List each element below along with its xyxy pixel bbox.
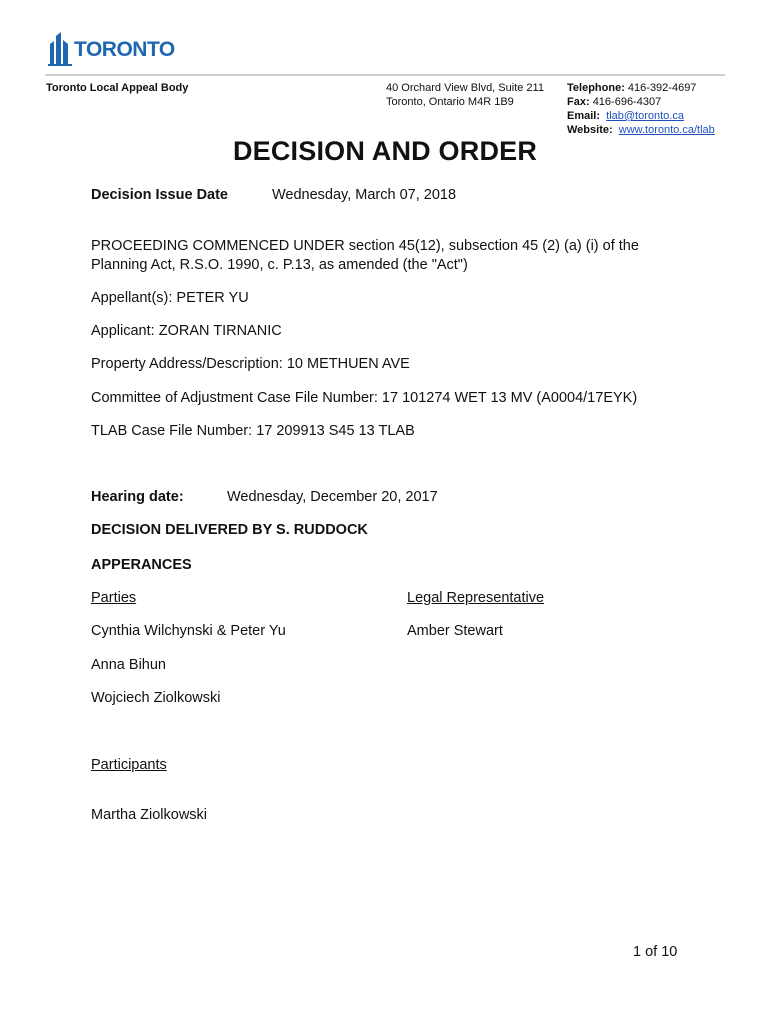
header-divider xyxy=(45,74,725,76)
email-line xyxy=(567,109,715,123)
document-title: DECISION AND ORDER xyxy=(232,136,538,166)
fax-label: Fax: xyxy=(567,96,590,108)
address-line2: Toronto, Ontario M4R 1B9 xyxy=(386,96,514,108)
address-block xyxy=(386,81,544,109)
legal-representative-heading: Legal Representative xyxy=(407,590,545,606)
decision-issue-date: Wednesday, March 07, 2018 xyxy=(272,187,457,203)
party-item: Cynthia Wilchynski & Peter Yu xyxy=(91,623,286,639)
decision-issue-date-label: Decision Issue Date xyxy=(91,187,228,203)
telephone-line xyxy=(567,81,715,95)
contact-block xyxy=(567,81,715,137)
page-number: 1 of 10 xyxy=(633,944,678,960)
email-label: Email: xyxy=(567,110,601,122)
email-link[interactable]: tlab@toronto.ca xyxy=(606,110,684,122)
legal-representative: Amber Stewart xyxy=(407,623,503,639)
toronto-city-hall-icon xyxy=(48,32,74,66)
applicant: Applicant: ZORAN TIRNANIC xyxy=(91,323,282,339)
website-line xyxy=(567,123,715,137)
hearing-date: Wednesday, December 20, 2017 xyxy=(227,489,438,505)
hearing-date-label: Hearing date: xyxy=(91,489,184,505)
appellant: Appellant(s): PETER YU xyxy=(91,290,249,306)
parties-heading: Parties xyxy=(91,590,137,606)
participant-item: Martha Ziolkowski xyxy=(91,807,208,823)
fax-value: 416-696-4307 xyxy=(592,96,662,108)
party-item: Anna Bihun xyxy=(91,657,166,673)
tlab-case-file-number: TLAB Case File Number: 17 209913 S45 13 TLAB xyxy=(91,423,415,439)
appearances-heading: APPERANCES xyxy=(91,557,192,573)
coa-case-file-number: Committee of Adjustment Case File Number: 17 101274 WET 13 MV (A0004/17EYK) xyxy=(91,390,638,406)
proceeding-line2: Planning Act, R.S.O. 1990, c. P.13, as amended (the "Act") xyxy=(91,257,468,273)
participants-heading: Participants xyxy=(91,757,167,773)
website-label: Website: xyxy=(567,124,613,136)
delivered-by: DECISION DELIVERED BY S. RUDDOCK xyxy=(91,522,368,538)
fax-line xyxy=(567,95,715,109)
telephone-value: 416-392-4697 xyxy=(627,82,697,94)
website-link[interactable]: www.toronto.ca/tlab xyxy=(618,124,715,136)
property-address: Property Address/Description: 10 METHUEN AVE xyxy=(91,356,410,372)
address-line1: 40 Orchard View Blvd, Suite 211 xyxy=(386,82,544,94)
toronto-logo xyxy=(48,30,175,68)
proceeding-line1: PROCEEDING COMMENCED UNDER section 45(12), subsection 45 (2) (a) (i) of the xyxy=(91,238,639,254)
telephone-label: Telephone: xyxy=(567,82,625,94)
party-item: Wojciech Ziolkowski xyxy=(91,690,221,706)
org-name: Toronto Local Appeal Body xyxy=(46,82,189,94)
logo-text: TORONTO xyxy=(74,38,175,61)
